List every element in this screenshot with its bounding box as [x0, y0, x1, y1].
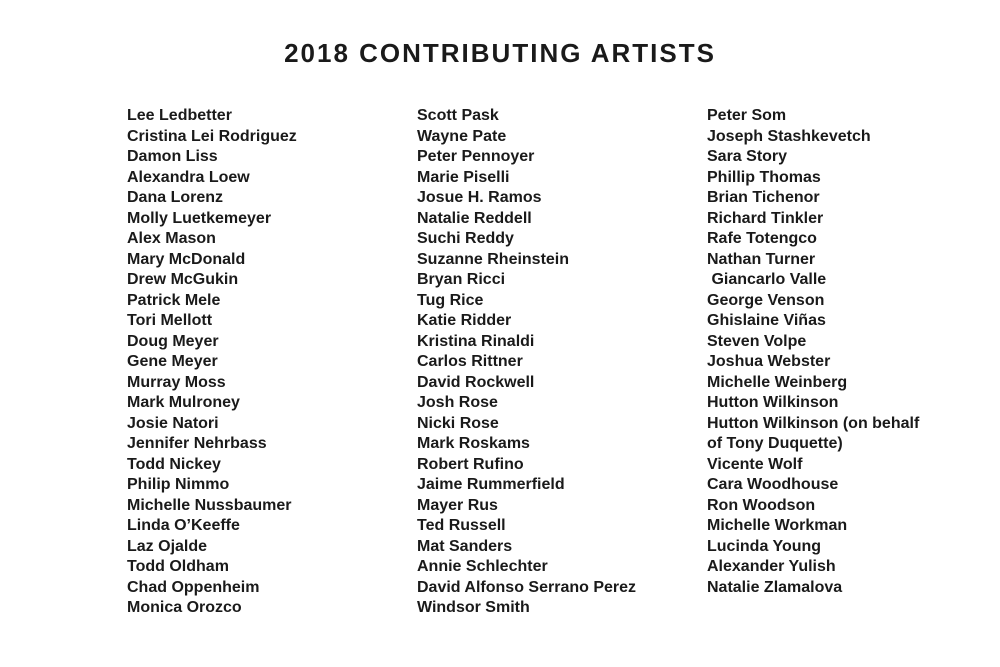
artist-name: Mayer Rus	[417, 496, 498, 514]
artist-name: Alex Mason	[127, 230, 216, 247]
artist-name: Bryan Ricci	[417, 271, 506, 288]
artist-name: Giancarlo Valle	[707, 271, 827, 288]
artist-name: Marie Piselli	[417, 168, 510, 186]
artist-name: Jaime Rummerfield	[417, 476, 565, 493]
artist-name: Suchi Reddy	[417, 230, 514, 247]
artist-name: Phillip Thomas	[707, 168, 821, 186]
artist-name: Lee Ledbetter	[127, 107, 232, 124]
artist-name: David Rockwell	[417, 373, 535, 391]
artist-name: Nathan Turner	[707, 250, 816, 268]
artist-column-2	[417, 106, 687, 619]
artist-name: Mary McDonald	[127, 250, 246, 268]
artist-name: Ted Russell	[417, 517, 506, 534]
artist-name: Mat Sanders	[417, 537, 513, 555]
artist-name: Sara Story	[707, 148, 788, 165]
artist-name: Gene Meyer	[127, 353, 218, 370]
artist-name: Ghislaine Viñas	[707, 312, 826, 329]
artist-name: Patrick Mele	[127, 291, 221, 309]
artist-name: Tug Rice	[417, 291, 484, 309]
artist-name: Josue H. Ramos	[417, 189, 542, 206]
artist-name: Nicki Rose	[417, 414, 499, 432]
artist-name: Carlos Rittner	[417, 353, 523, 370]
artist-name: Josh Rose	[417, 394, 498, 411]
artist-name: Joseph Stashkevetch	[707, 127, 871, 145]
artist-name: Katie Ridder	[417, 312, 512, 329]
artist-name: Cara Woodhouse	[707, 476, 839, 493]
artist-name: Murray Moss	[127, 373, 226, 391]
artist-name: Rafe Totengco	[707, 230, 817, 247]
artist-name: George Venson	[707, 291, 825, 309]
artist-name: Monica Orozco	[127, 599, 242, 616]
artist-name: Hutton Wilkinson (on behalf of Tony Duquette)	[707, 414, 924, 452]
artist-name: Steven Volpe	[707, 332, 807, 350]
artist-name: Cristina Lei Rodriguez	[127, 127, 297, 145]
artist-name: Laz Ojalde	[127, 537, 208, 555]
artist-name: Ron Woodson	[707, 496, 816, 514]
artist-name: Alexandra Loew	[127, 168, 250, 186]
artist-name: Linda O’Keeffe	[127, 517, 240, 534]
artist-name: Robert Rufino	[417, 455, 524, 473]
artist-name: Wayne Pate	[417, 127, 507, 145]
artist-name: Windsor Smith	[417, 599, 530, 616]
artist-name: Josie Natori	[127, 414, 219, 432]
artist-name: Jennifer Nehrbass	[127, 435, 267, 452]
artist-name: Scott Pask	[417, 107, 499, 124]
artist-name: Michelle Weinberg	[707, 373, 848, 391]
artist-name: Peter Som	[707, 107, 787, 124]
artist-column-1	[127, 106, 397, 619]
artist-name: Dana Lorenz	[127, 189, 224, 206]
artist-name: Chad Oppenheim	[127, 578, 260, 596]
artist-name: Tori Mellott	[127, 312, 213, 329]
artist-name: Hutton Wilkinson	[707, 394, 839, 411]
artist-name: Philip Nimmo	[127, 476, 230, 493]
artist-name: Michelle Workman	[707, 517, 848, 534]
artist-name: David Alfonso Serrano Perez	[417, 578, 637, 596]
page-title: 2018 CONTRIBUTING ARTISTS	[284, 38, 716, 68]
artist-name: Molly Luetkemeyer	[127, 209, 272, 227]
artist-name: Mark Roskams	[417, 435, 530, 452]
artist-name: Todd Nickey	[127, 455, 221, 473]
artist-name: Doug Meyer	[127, 332, 219, 350]
artist-name: Kristina Rinaldi	[417, 332, 535, 350]
artist-name: Vicente Wolf	[707, 455, 803, 473]
artist-name: Mark Mulroney	[127, 394, 240, 411]
artist-name: Lucinda Young	[707, 537, 822, 555]
artist-name: Natalie Reddell	[417, 209, 532, 227]
artist-name: Peter Pennoyer	[417, 148, 535, 165]
artist-name: Joshua Webster	[707, 353, 831, 370]
artist-name: Annie Schlechter	[417, 558, 548, 575]
artist-name: Todd Oldham	[127, 558, 229, 575]
artist-name: Alexander Yulish	[707, 558, 836, 575]
artist-name: Richard Tinkler	[707, 209, 824, 227]
artist-name: Damon Liss	[127, 148, 218, 165]
artist-name: Drew McGukin	[127, 271, 239, 288]
artist-name: Suzanne Rheinstein	[417, 250, 570, 268]
artist-name: Brian Tichenor	[707, 189, 820, 206]
artist-name: Natalie Zlamalova	[707, 578, 843, 596]
artist-column-3	[707, 106, 932, 598]
artist-name: Michelle Nussbaumer	[127, 496, 292, 514]
